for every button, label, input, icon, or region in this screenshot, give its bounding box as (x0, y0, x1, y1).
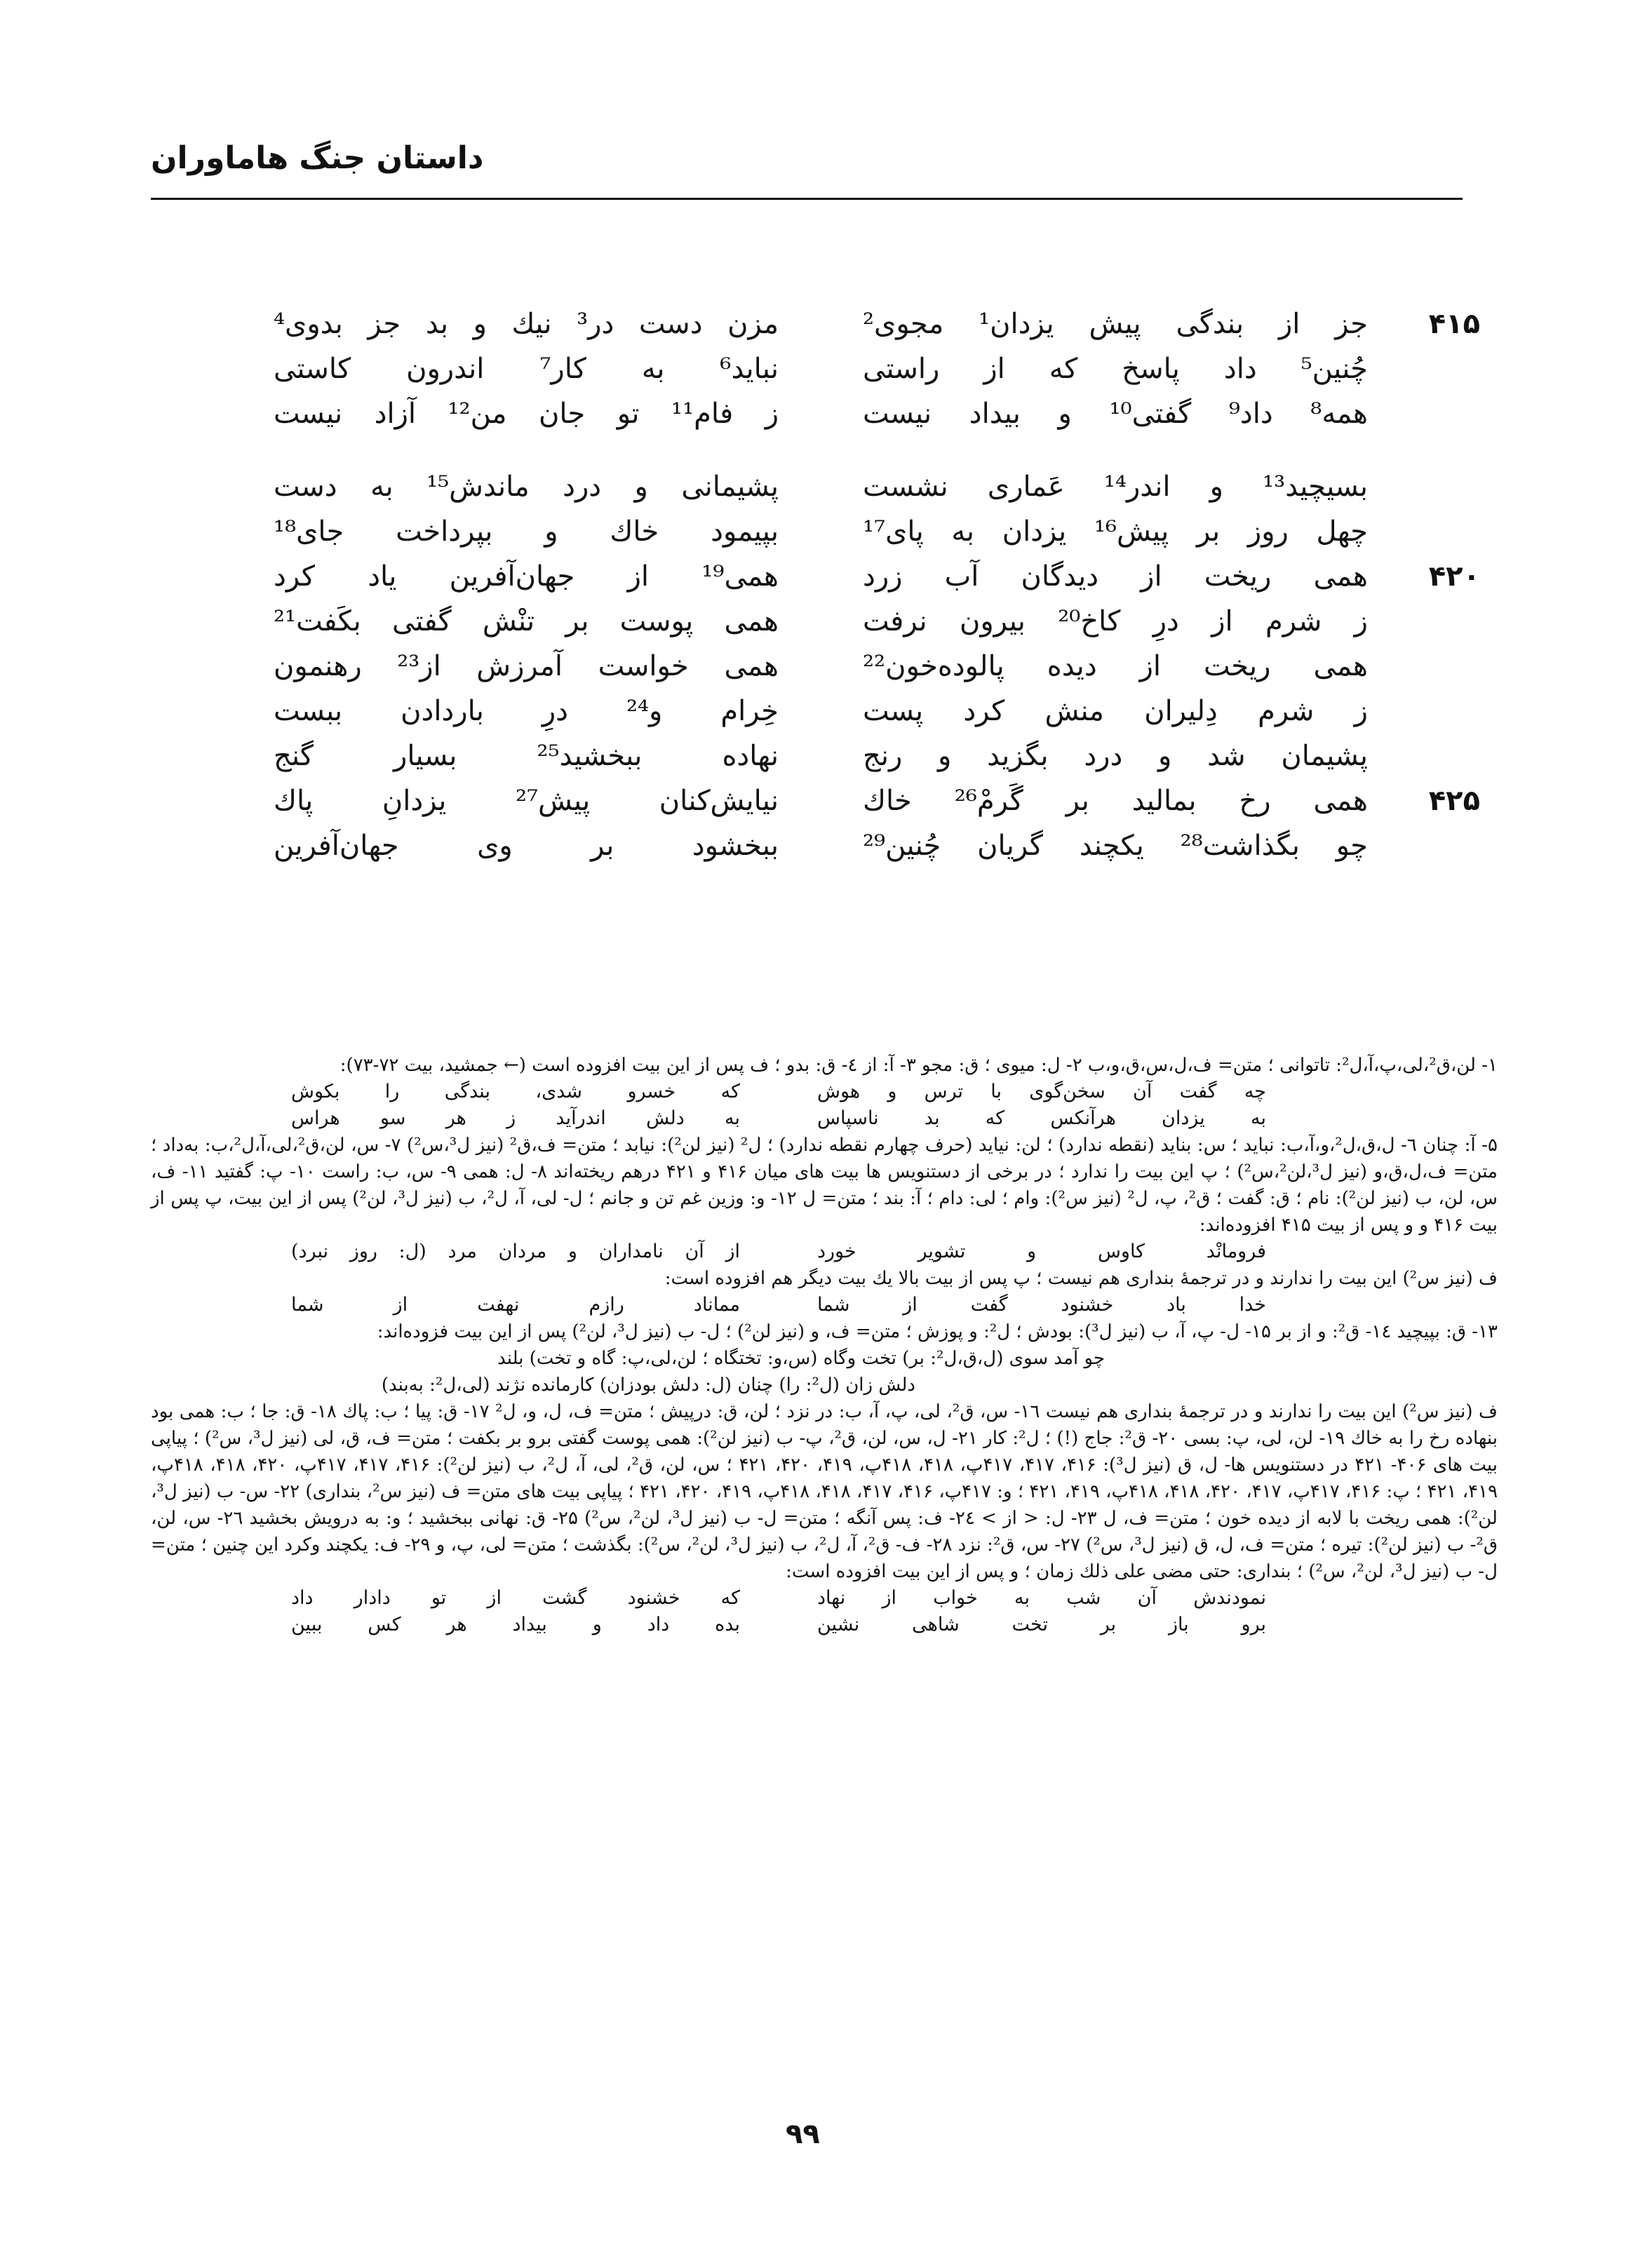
hemistich-2: خِرام و²⁴ درِ باردادن ببست (274, 695, 779, 727)
quoted-hemistich: برو باز بر تخت شاهی نشین (817, 1614, 1266, 1635)
hemistich-1: چو بگذاشت²⁸ یکچند گریان چُنین²⁹ (863, 830, 1368, 862)
stanza-2 (253, 464, 1480, 868)
header-title: داستان جنگ هاماوران (151, 140, 484, 176)
quoted-hemistich: خدا باد خشنود گفت از شما (817, 1294, 1266, 1316)
quoted-hemistich: به یزدان هرآنکس که بد ناسپاس (817, 1107, 1266, 1129)
hemistich-2: همی خواست آمرزش از²³ رهنمون (274, 650, 779, 682)
hemistich-1: چُنین⁵ داد پاسخ که از راستی (863, 353, 1368, 385)
quoted-hemistich: چه گفت آن سخن‌گوی با ترس و هوش (817, 1081, 1266, 1102)
quoted-line: چو آمد سوی (ل،ق،ل²: بر) تخت وگاه (س،و: تختگاه ؛ لن،لی،پ: گاه و تخت) بلند (497, 1348, 1105, 1369)
beyt (253, 302, 1480, 346)
beyt (253, 554, 1480, 599)
hemistich-1: ز شرم از درِ کاخ²⁰ بیرون نرفت (863, 605, 1369, 637)
hemistich-2: بپیمود خاك و بپرداخت جای¹⁸ (274, 515, 779, 548)
quoted-verse (151, 1079, 1498, 1105)
hemistich-1: ز شرم دِلیران منش کرد پست (863, 695, 1368, 727)
hemistich-2: همی¹⁹ از جهان‌آفرین یاد کرد (274, 560, 779, 593)
hemistich-1: بسیچید¹³ و اندر¹⁴ عَماری نشست (863, 471, 1368, 503)
beyt (253, 509, 1480, 554)
quoted-verse (151, 1292, 1498, 1318)
hemistich-1: همه⁸ داد⁹ گفتی¹⁰ و بیداد نیست (863, 398, 1369, 430)
quoted-hemistich: بده داد و بیداد هر کس ببین (291, 1614, 740, 1635)
quoted-verse (151, 1612, 1498, 1638)
beyt (253, 689, 1480, 734)
hemistich-2: همی پوست بر تنْش گفتی بکَفت²¹ (274, 605, 779, 637)
hemistich-1: همی رخ بمالید بر گَرمْ²⁶ خاك (863, 785, 1368, 817)
footnote-paragraph: ف (نیز س²) این بیت را ندارند و در ترجمهٔ بنداری هم نیست ١٦- س، ق²، لی، پ، آ، ب: در نزد ؛ لن، ق: درپیش ؛ متن= ف، ل، و، ل² ۱۷- ق: پیا ؛ ب: پاك ۱۸- ق: جا ؛ ب: همی بود بنهاده رخ را به خاك ۱۹- لن، لی، پ: بسی ۲۰- ق²: جاج (!) ؛ ل²: کار ۲۱- ل، س، لن، ق²، پ- ب (نیز لن²): همی پوست گفتی برو بر بکفت ؛ متن= ف، ق، لی (نیز ل³، س²) ؛ پیاپی بیت های ۴۰۶- ۴۲۱ در دستنویس ها- ل، ق (نیز ل³): ۴۱۶، ۴۱۷، ۴۱۷پ، ۴۱۸، ۴۱۸پ، ۴۱۹، ۴۲۰، ۴۲۱ ؛ س، لن، ق²، لی، آ، ل²، ب (نیز لن²): ۴۱۶، ۴۱۷، ۴۱۷پ، ۴۲۰، ۴۱۸، ۴۱۸پ، ۴۱۹، ۴۲۱ ؛ پ: ۴۱۶، ۴۱۷پ، ۴۱۷، ۴۲۰، ۴۱۸، ۴۱۸پ، ۴۱۹، ۴۲۱ ؛ و: ۴۱۷پ، ۴۱۶، ۴۱۷، ۴۱۸، ۴۱۸پ، ۴۱۹، ۴۲۰، ۴۲۱ ؛ پیاپی بیت های متن= ف (نیز س²، بنداری) ۲۲- س- ب (نیز ل³، لن²): همی ریخت با لابه از دیده خون ؛ متن= ف، ل ۲۳- ل: < از > ٢٤- ف: پس آنگه ؛ متن= ل- ب (نیز ل³، لن²، س²) ۲۵- ق: نهانی ببخشید ؛ و: به درویش بخشید ۲٦- س، لن، ق²- ب (نیز لن²): تیره ؛ متن= ف، ل، ق (نیز ل³، س²) ۲۷- س، ق²: نزد ۲۸- ف- ق²، آ، ل²، ب (نیز ل³، لن²، س²): بگذشت ؛ متن= لی، پ، و ۲۹- ف: یکچند وکرد این چنین ؛ متن= ل- ب (نیز ل³، لن²، س²) ؛ بنداری: حتی مضی علی ذلك زمان ؛ و پس از این بیت افزوده است: (151, 1401, 1498, 1582)
footnote-paragraph: ۵- آ: چنان ٦- ل،ق،ل²،و،آ،ب: نباید ؛ س: بناید (نقطه ندارد) ؛ لن: نیاید (حرف چهارم نقطه ندارد) ؛ ل² (نیز لن²): نیابد ؛ متن= ف،ق² (نیز ل³،س²) ۷- س، لن،ق²،لی،آ،ل²،ب: به‌داد ؛ متن= ف،ل،ق،و (نیز ل³،لن²،س²) ؛ پ این بیت را ندارد ؛ در برخی از دستنویس ها بیت های میان ۴۱۶ و ۴۲۱ درهم ریخته‌اند ۸- ل: همی ۹- س، ب: راست ۱۰- پ: گفتید ۱۱- ف، س، لن، ب (نیز لن²): نام ؛ ق: گفت ؛ ق²، پ، ل² (نیز س²): وام ؛ لی: دام ؛ آ: بند ؛ متن= ل ۱۲- و: وزین غم تن و جانم ؛ ل- لی، آ، ل²، ب (نیز ل³، لن²) پس از این بیت، پ پس از بیت ۴۱۶ و و پس از بیت ۴۱۵ افزوده‌اند: (151, 1135, 1498, 1236)
hemistich-2: نباید⁶ به کار⁷ اندرون کاستی (274, 353, 779, 385)
quoted-hemistich: مماناد رازم نهفت از شما (291, 1294, 740, 1316)
page-number: ۹۹ (786, 2118, 820, 2150)
beyt (253, 599, 1480, 644)
hemistich-1: همی ریخت از دیده پالوده‌خون²² (863, 650, 1368, 682)
beyt (253, 644, 1480, 689)
hemistich-2: پشیمانی و درد ماندش¹⁵ به دست (274, 471, 779, 503)
beyt (253, 823, 1480, 868)
hemistich-1: جز از بندگی پیش یزدان¹ مجوی² (863, 308, 1369, 340)
hemistich-2: نیایش‌کنان پیش²⁷ یزدانِ پاك (274, 785, 779, 817)
header-rule (151, 198, 1463, 200)
verse-number: ۴۲۰ (1428, 560, 1480, 593)
beyt (253, 391, 1480, 436)
verse-number: ۴۱۵ (1428, 308, 1480, 340)
verse-number: ۴۲۵ (1428, 785, 1480, 817)
footnote-paragraph: ۱۳- ق: بپیچید ١٤- ق²: و از بر ۱۵- ل- پ، آ، ب (نیز ل³): بودش ؛ ل²: و پوزش ؛ متن= ف، و (نیز لن²) ؛ ل- ب (نیز ل³، لن²) پس از این بیت فزوده‌اند: (377, 1321, 1498, 1342)
quoted-hemistich: فرومانْد کاوس و تشویر خورد (817, 1241, 1266, 1262)
quoted-hemistich: به دلش اندرآید ز هر سو هراس (291, 1107, 740, 1129)
hemistich-2: ببخشود بر وی جهان‌آفرین (274, 830, 779, 862)
hemistich-2: ز فام¹¹ تو جان من¹² آزاد نیست (274, 398, 779, 430)
hemistich-2: نهاده ببخشید²⁵ بسیار گنج (274, 740, 779, 772)
quoted-verse (151, 1585, 1498, 1612)
beyt (253, 734, 1480, 778)
stanza-1 (253, 302, 1480, 436)
running-header (151, 140, 1456, 196)
quoted-hemistich: که خشنود گشت از تو دادار داد (291, 1587, 740, 1609)
quoted-hemistich: از آن نامداران و مردان مرد (ل: روز نبرد) (291, 1241, 740, 1262)
quoted-hemistich: نمودندش آن شب به خواب از نهاد (817, 1587, 1266, 1609)
hemistich-1: همی ریخت از دیدگان آب زرد (863, 560, 1368, 593)
beyt (253, 464, 1480, 509)
hemistich-1: پشیمان شد و درد بگزید و رنج (863, 740, 1368, 772)
poem-body (253, 302, 1480, 896)
quoted-hemistich: که خسرو شدی، بندگی را بکوش (291, 1081, 740, 1102)
footnote-paragraph: ف (نیز س²) این بیت را ندارند و در ترجمهٔ بنداری هم نیست ؛ پ پس از بیت بالا یك بیت دیگر هم افزوده است: (664, 1268, 1498, 1289)
quoted-verse (151, 1238, 1498, 1265)
footnote-paragraph: ۱- لن،ق²،لی،پ،آ،ل²: تاتوانی ؛ متن= ف،ل،س،ق،و،ب ۲- ل: میوی ؛ ق: مجو ۳- آ: از ٤- ق: بدو ؛ ف پس از این بیت افزوده است (← جمشید، بیت ۷۲-۷۳): (340, 1055, 1498, 1076)
footnotes (151, 1052, 1498, 1638)
beyt (253, 346, 1480, 391)
quoted-verse (151, 1105, 1498, 1132)
hemistich-2: مزن دست در³ نیك و بد جز بدوی⁴ (274, 308, 779, 340)
beyt (253, 778, 1480, 823)
quoted-line: دلش زان (ل²: را) چنان (ل: دلش بودزان) کارمانده نژند (لی،ل²: به‌بند) (381, 1375, 915, 1396)
hemistich-1: چهل روز بر پیش¹⁶ یزدان به پای¹⁷ (863, 515, 1368, 548)
